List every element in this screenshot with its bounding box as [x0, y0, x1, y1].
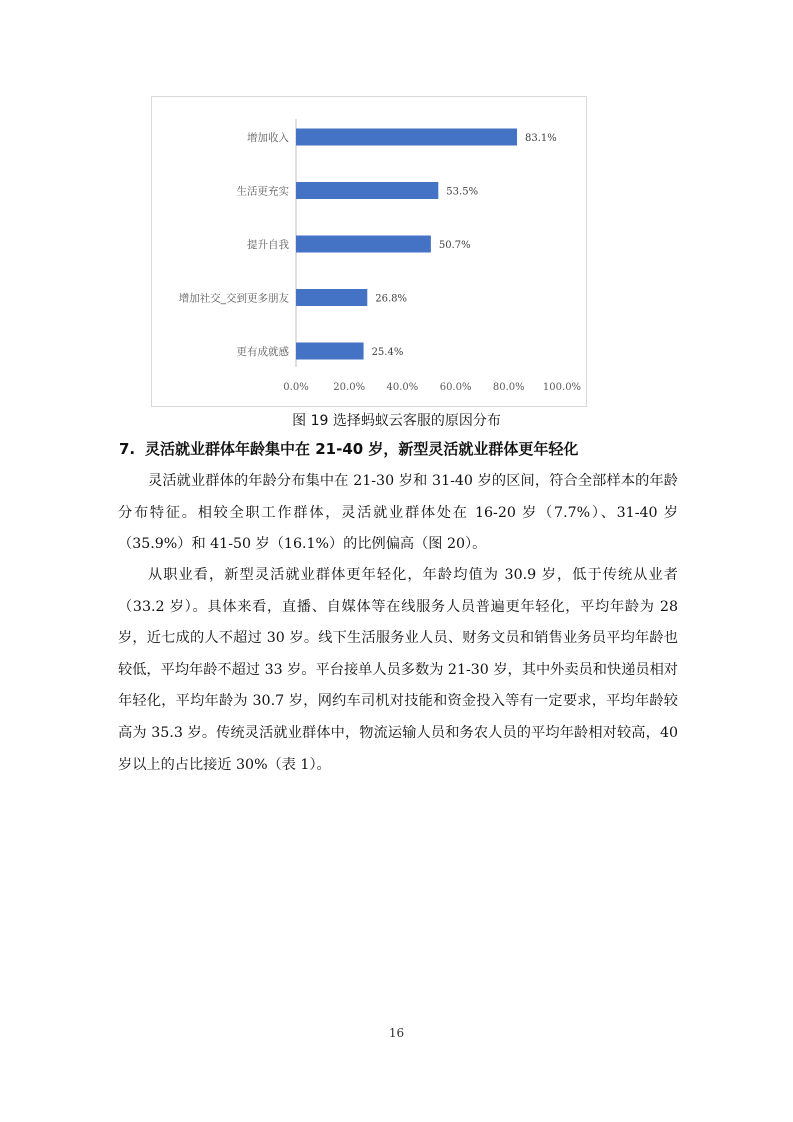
bar-3: [296, 236, 431, 253]
x-tick-label-3: 40.0%: [386, 382, 419, 393]
bar-2: [296, 182, 438, 199]
bar-1: [296, 129, 517, 146]
data-label-3: 50.7%: [438, 240, 471, 251]
x-tick-label-6: 100.0%: [542, 382, 582, 393]
section-number: 7.: [119, 440, 136, 458]
bar-chart: [151, 96, 587, 407]
x-tick-label-1: 0.0%: [283, 382, 309, 393]
x-tick-label-5: 80.0%: [492, 382, 525, 393]
page-number: 16: [388, 1026, 405, 1040]
category-label-4: 增加社交_交到更多朋友: [178, 292, 289, 305]
section-heading: [119, 438, 578, 459]
data-label-4: 26.8%: [375, 293, 408, 305]
bar-4: [296, 289, 367, 306]
x-tick-label-2: 20.0%: [333, 382, 366, 393]
bar-5: [296, 343, 364, 360]
category-label-2: 生活更充实: [236, 185, 289, 198]
paragraph-occupation-age: 从职业看，新型灵活就业群体更年轻化，年龄均值为 30.9 岁，低于传统从业者（33.2 岁）。具体来看，直播、自媒体等在线服务人员普遍更年轻化，平均年龄为 28 岁，近七成的人不超过 30 岁。线下生活服务业人员、财务文员和销售业务员平均年龄也较低，平均年龄不超过 33 岁。平台接单人员多数为 21-30 岁，其中外卖员和快递员相对年轻化，平均年龄为 30.7 岁，网约车司机对技能和资金投入等有一定要求，平均年龄较高为 35.3 岁。传统灵活就业群体中，物流运输人员和务农人员的平均年龄相对较高，40 岁以上的占比接近 30%（表 1）。: [118, 567, 678, 773]
category-label-1: 增加收入: [247, 132, 289, 144]
data-label-5: 25.4%: [371, 347, 404, 358]
figure-caption: 图 19 选择蚂蚁云客服的原因分布: [292, 413, 501, 429]
category-label-3: 提升自我: [247, 239, 289, 251]
category-label-5: 更有成就感: [236, 346, 289, 358]
section-title: 灵活就业群体年龄集中在 21-40 岁，新型灵活就业群体更年轻化: [145, 440, 579, 458]
chart-canvas: [152, 97, 588, 408]
paragraph-age-distribution: 灵活就业群体的年龄分布集中在 21-30 岁和 31-40 岁的区间，符合全部样本的年龄分布特征。相较全职工作群体，灵活就业群体处在 16-20 岁（7.7%）、31-40 岁（35.9%）和 41-50 岁（16.1%）的比例偏高（图 20）。: [118, 473, 678, 553]
data-label-2: 53.5%: [446, 186, 479, 198]
data-label-1: 83.1%: [525, 133, 557, 144]
x-tick-label-4: 60.0%: [439, 382, 472, 393]
